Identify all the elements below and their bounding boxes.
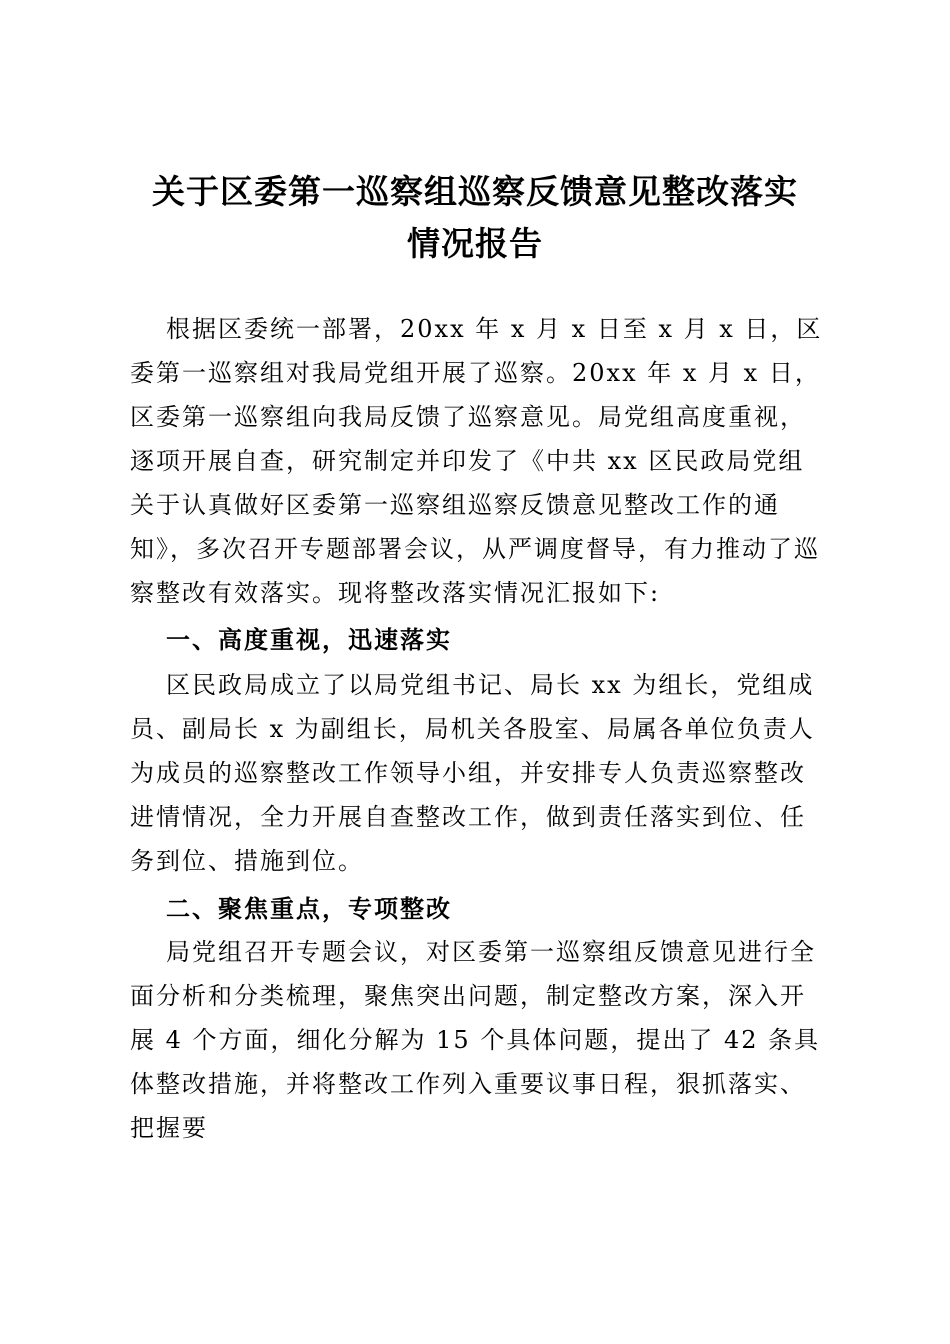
intro-paragraph: 根据区委统一部署，20xx 年 x 月 x 日至 x 月 x 日，区委第一巡察组对我局党组开展了巡察。20xx 年 x 月 x 日，区委第一巡察组向我局反馈了巡察意见。局党组高度重视，逐项开展自查，研究制定并印发了《中共 xx 区民政局党组关于认真做好区委第一巡察组巡察反馈意见整改工作的通知》，多次召开专题部署会议，从严调度督导，有力推动了巡察整改有效落实。现将整改落实情况汇报如下: — [130, 315, 823, 607]
section-2-paragraph: 局党组召开专题会议，对区委第一巡察组反馈意见进行全面分析和分类梳理，聚焦突出问题，制定整改方案，深入开展 4 个方面，细化分解为 15 个具体问题，提出了 42 条具体整改措施，并将整改工作列入重要议事日程，狠抓落实、把握要 — [130, 938, 821, 1142]
document-title-line-2: 情况报告 — [407, 224, 543, 263]
section-heading-2: 二、聚焦重点，专项整改 — [166, 894, 452, 923]
document-title-line-1: 关于区委第一巡察组巡察反馈意见整改落实 — [152, 172, 798, 211]
section-heading-1: 一、高度重视，迅速落实 — [166, 625, 452, 654]
section-1-paragraph: 区民政局成立了以局党组书记、局长 xx 为组长，党组成员、副局长 x 为副组长，局机关各股室、局属各单位负责人为成员的巡察整改工作领导小组，并安排专人负责巡察整改进情情况，全力开展自查整改工作，做到责任落实到位、任务到位、措施到位。 — [130, 671, 815, 875]
